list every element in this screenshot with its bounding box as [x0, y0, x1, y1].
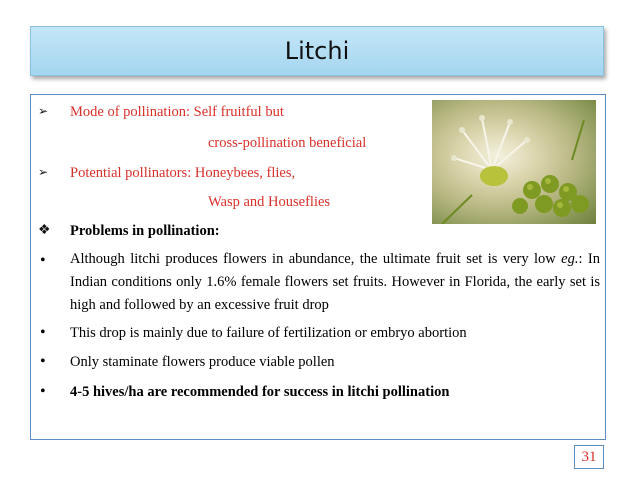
- pollination-mode-line2: cross-pollination beneficial: [208, 135, 367, 151]
- slide-title: Litchi: [284, 37, 350, 65]
- bullet-dot-icon: •: [40, 324, 46, 341]
- bullet-4-text: 4-5 hives/ha are recommended for success in litchi pollination: [70, 384, 450, 400]
- bullet-1-text-a: Although litchi produces flowers in abundance, the ultimate fruit set is very low: [70, 251, 556, 267]
- title-bar: [30, 26, 604, 76]
- page-number: 31: [574, 445, 604, 469]
- pollination-mode-line1: Mode of pollination: Self fruitful but: [70, 104, 284, 120]
- arrow-bullet-icon: ➢: [38, 104, 49, 118]
- pollinators-line2: Wasp and Houseflies: [208, 194, 331, 210]
- bullet-2-text: This drop is mainly due to failure of fertilization or embryo abortion: [70, 325, 467, 341]
- pollinators-line1: Potential pollinators: Honeybees, flies,: [70, 165, 296, 181]
- problems-heading: Problems in pollination:: [70, 223, 220, 239]
- bullet-1-paragraph: [70, 248, 600, 317]
- bullet-3-text: Only staminate flowers produce viable pollen: [70, 354, 335, 370]
- bullet-1-text-b: : In Indian conditions only 1.6% female flowers set fruits. However in Florida, the early set is high and followed by an excessive fruit drop: [70, 251, 601, 313]
- bullet-1-eg: eg.: [561, 251, 579, 267]
- diamond-bullet-icon: ❖: [38, 223, 51, 238]
- arrow-bullet-icon: ➢: [38, 165, 49, 179]
- bullet-dot-icon: •: [40, 252, 46, 269]
- litchi-flower-photo: [432, 100, 596, 224]
- litchi-flower-image: [432, 100, 596, 224]
- bullet-dot-icon: •: [40, 383, 46, 400]
- bullet-dot-icon: •: [40, 353, 46, 370]
